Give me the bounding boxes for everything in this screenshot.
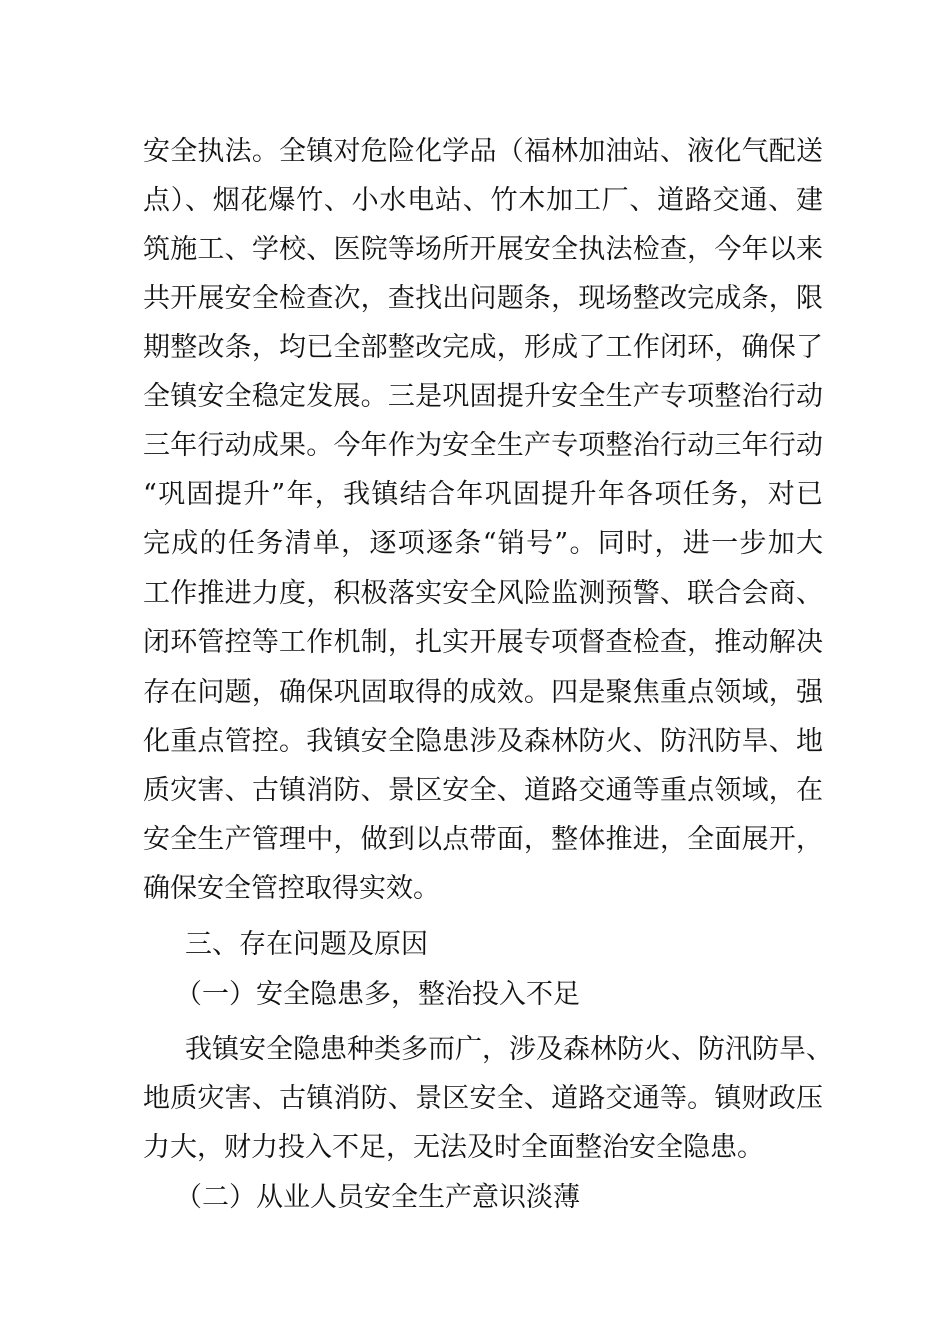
body-text-line: 筑施工、学校、医院等场所开展安全执法检查，今年以来	[143, 234, 823, 265]
body-text-line: 确保安全管控取得实效。	[143, 873, 440, 904]
subsection-heading: （一）安全隐患多，整治投入不足	[175, 979, 580, 1010]
body-text-line: 存在问题，确保巩固取得的成效。四是聚焦重点领域，强	[143, 677, 823, 708]
body-text-line: 三年行动成果。今年作为安全生产专项整治行动三年行动	[143, 430, 823, 461]
body-text-line: 共开展安全检查次，查找出问题条，现场整改完成条，限	[143, 283, 823, 314]
body-text-line: 期整改条，均已全部整改完成，形成了工作闭环，确保了	[143, 332, 823, 363]
body-text-line: “巩固提升”年，我镇结合年巩固提升年各项任务，对已	[143, 479, 823, 510]
body-text-line: 工作推进力度，积极落实安全风险监测预警、联合会商、	[143, 578, 823, 609]
body-text-line: 力大，财力投入不足，无法及时全面整治安全隐患。	[143, 1132, 764, 1163]
subsection-heading: （二）从业人员安全生产意识淡薄	[175, 1182, 580, 1213]
body-text-line: 地质灾害、古镇消防、景区安全、道路交通等。镇财政压	[143, 1083, 823, 1114]
body-text-line: 安全生产管理中，做到以点带面，整体推进，全面展开，	[143, 824, 823, 855]
body-text-line: 化重点管控。我镇安全隐患涉及森林防火、防汛防旱、地	[143, 726, 823, 757]
body-text-line: 完成的任务清单，逐项逐条“销号”。同时，进一步加大	[143, 528, 823, 559]
section-heading: 三、存在问题及原因	[185, 929, 428, 960]
body-text-line: 全镇安全稳定发展。三是巩固提升安全生产专项整治行动	[143, 381, 823, 412]
body-text-line: 安全执法。全镇对危险化学品（福林加油站、液化气配送	[143, 136, 823, 167]
body-text-line: 我镇安全隐患种类多而广，涉及森林防火、防汛防旱、	[185, 1034, 833, 1065]
body-text-line: 质灾害、古镇消防、景区安全、道路交通等重点领域，在	[143, 775, 823, 806]
body-text-line: 点）、烟花爆竹、小水电站、竹木加工厂、道路交通、建	[143, 185, 823, 216]
body-text-line: 闭环管控等工作机制，扎实开展专项督查检查，推动解决	[143, 627, 823, 658]
